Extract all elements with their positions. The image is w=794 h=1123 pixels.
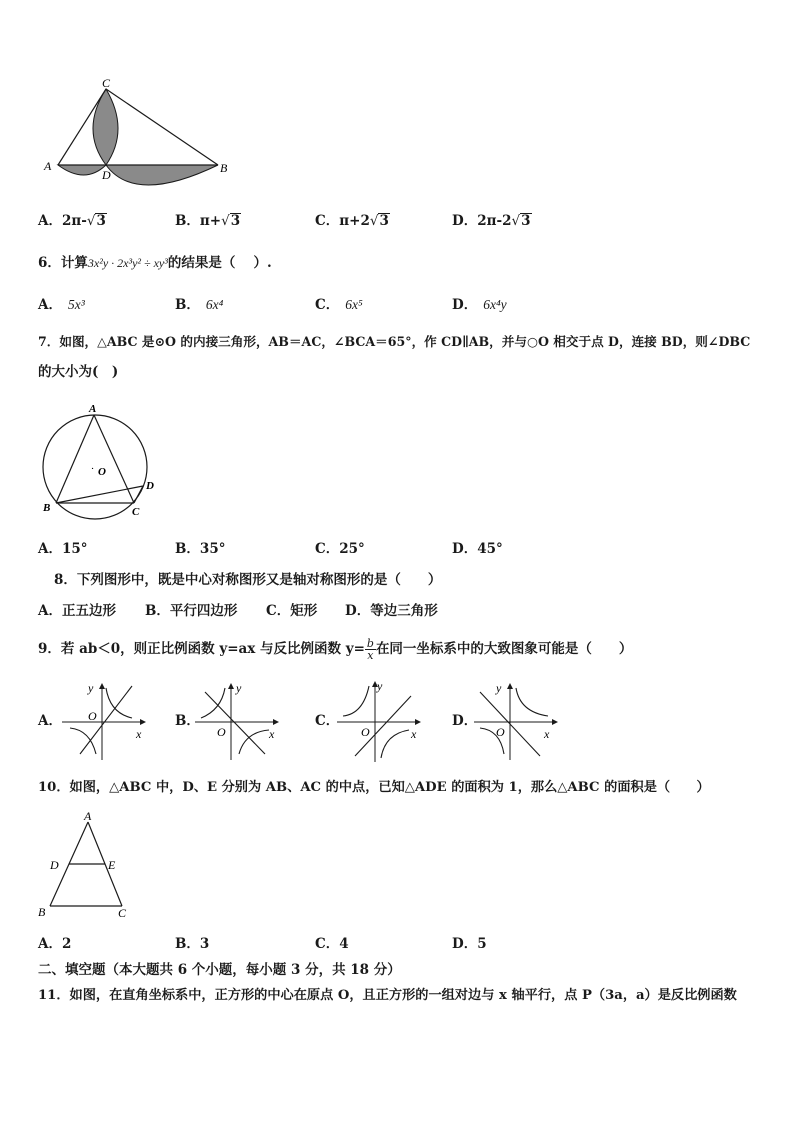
q7-label-b: B — [43, 502, 51, 514]
q9-stem — [38, 634, 632, 664]
q7-option-d-text: 45° — [477, 541, 503, 557]
q8-option-c-letter: C． — [266, 603, 291, 619]
q5-option-d-letter: D． — [452, 213, 478, 229]
q6-option-a — [38, 296, 85, 314]
q9c-x: x — [411, 727, 417, 741]
q7-option-a-text: 15° — [61, 541, 88, 557]
q5-option-b-root: 3 — [230, 213, 241, 229]
q8-option-b-letter: B． — [145, 603, 170, 619]
q6-option-d-text: 6x⁴y — [483, 297, 507, 312]
q6-option-b — [175, 296, 223, 314]
q7-option-b-text: 35° — [199, 541, 226, 557]
q9d-y: y — [496, 681, 502, 695]
q5-label-c: C — [102, 76, 111, 90]
q9-option-b-letter: B． — [175, 713, 200, 729]
q9-stem-a: 9．若 ab＜0，则正比例函数 y=ax 与反比例函数 y= — [38, 641, 365, 657]
q8-option-c-text: 矩形 — [290, 603, 318, 619]
q10-option-d-letter: D． — [452, 936, 478, 952]
q9-graph-c — [337, 676, 425, 762]
q5-option-d-root: 3 — [521, 213, 531, 229]
q6-option-d — [452, 296, 507, 314]
q9c-y: y — [377, 679, 383, 693]
q5-option-c-letter: C． — [315, 213, 340, 229]
q5-label-a: A — [44, 159, 52, 173]
q7-option-d-letter: D． — [452, 541, 478, 557]
section2-heading: 二、填空题（本大题共 6 个小题，每小题 3 分，共 18 分） — [38, 962, 401, 978]
q5-shaded-lobe-vertical — [93, 89, 118, 165]
q7-option-b — [175, 540, 225, 558]
q5-option-b: B．π+√3 — [175, 213, 241, 229]
q5-label-d: D — [102, 168, 111, 182]
q8-option-a-text: 正五边形 — [61, 603, 116, 619]
q10-label-c: C — [118, 906, 127, 920]
q9b-x: x — [269, 727, 275, 741]
q6-option-b-letter: B． — [175, 297, 200, 313]
q10-option-a-letter: A． — [38, 936, 62, 952]
q7-label-c: C — [132, 506, 140, 518]
q5-option-c-root: 3 — [379, 213, 389, 229]
q7-stem-line2: 的大小为( ) — [38, 364, 119, 380]
q7-line-cd — [134, 486, 143, 503]
q6-stem-prefix: 6．计算 — [38, 255, 88, 271]
q7-option-d — [452, 540, 503, 558]
q9-graph-d — [474, 678, 562, 760]
q7-label-a: A — [89, 403, 97, 415]
q7-line-ab — [56, 415, 94, 503]
q9-graph-a — [62, 678, 150, 760]
q5-label-b: B — [220, 161, 228, 175]
q6-option-d-letter: D． — [452, 297, 478, 313]
q6-option-b-text: 6x⁴ — [205, 297, 224, 312]
q6-expression: 3x²y · 2x³y² ÷ xy³ — [87, 256, 168, 270]
q10-stem: 10．如图，△ABC 中，D、E 分别为 AB、AC 的中点，已知△ADE 的面积为 1，那么△ABC 的面积是（ ） — [38, 780, 710, 795]
q5-option-a: A．2π-√3 — [38, 213, 106, 229]
q6-stem-suffix: 的结果是（ ）. — [167, 255, 272, 271]
q6-option-a-text: 5x³ — [67, 297, 85, 312]
q8-option-a-letter: A． — [38, 603, 62, 619]
q10-option-b-letter: B． — [175, 936, 200, 952]
q9b-y: y — [236, 681, 242, 695]
q9-stem-b: 在同一坐标系中的大致图象可能是（ ） — [375, 641, 633, 657]
q6-option-a-letter: A． — [38, 297, 62, 313]
q9a-x: x — [136, 727, 142, 741]
q5-option-b-letter: B． — [175, 213, 200, 229]
q5-option-c-text: π+2 — [339, 213, 370, 229]
q5-option-a-root: 3 — [96, 213, 106, 229]
q6-option-c-text: 6x⁵ — [345, 297, 363, 312]
q10-label-e: E — [108, 858, 116, 872]
q9-frac-den: x — [367, 649, 374, 662]
q11-stem: 11．如图，在直角坐标系中，正方形的中心在原点 O，且正方形的一组对边与 x 轴平行，点 P（3a，a）是反比例函数 — [38, 988, 737, 1003]
q7-option-a — [38, 540, 88, 558]
q8-option-a — [38, 602, 116, 620]
q8-option-d-text: 等边三角形 — [370, 603, 438, 619]
q7-label-d: D — [146, 480, 154, 492]
q6-option-c — [315, 296, 363, 314]
q10-option-c-text: 4 — [339, 936, 349, 952]
q9c-o: O — [361, 725, 370, 739]
q9-graph-b — [195, 678, 283, 760]
q5-option-d: D．2π-2√3 — [452, 213, 531, 229]
q9-option-a-letter: A． — [38, 713, 62, 729]
q8-option-c — [266, 602, 317, 620]
q9-frac-num: b — [366, 637, 374, 650]
q10-option-d-text: 5 — [477, 936, 487, 952]
q9-option-d-letter: D． — [452, 713, 478, 729]
q5-line-cb — [106, 89, 218, 165]
q9a-o: O — [88, 709, 97, 723]
q10-figure — [36, 810, 136, 922]
q10-option-a — [38, 935, 71, 953]
q6-stem — [38, 254, 272, 272]
q5-shaded-lobe-bottom-left — [58, 165, 106, 175]
q5-shaded-lobe-bottom-right — [106, 165, 218, 185]
q8-option-b — [145, 602, 237, 620]
q7-option-c-letter: C． — [315, 541, 340, 557]
q5-option-c: C．π+2√3 — [315, 213, 389, 229]
q7-option-b-letter: B． — [175, 541, 200, 557]
q9a-y: y — [88, 681, 94, 695]
q10-option-b-text: 3 — [199, 936, 210, 952]
q10-label-b: B — [38, 905, 46, 919]
q9b-o: O — [217, 725, 226, 739]
q5-option-a-text: 2π- — [61, 213, 87, 229]
q7-option-a-letter: A． — [38, 541, 62, 557]
q9d-o: O — [496, 725, 505, 739]
q6-option-c-letter: C． — [315, 297, 340, 313]
q8-option-d-letter: D． — [345, 603, 371, 619]
q7-option-c-text: 25° — [339, 541, 365, 557]
q5-option-d-text: 2π-2 — [477, 213, 512, 229]
q7-label-o: O — [98, 466, 106, 478]
q7-line-ac — [94, 415, 134, 503]
q5-option-b-text: π+ — [199, 213, 222, 229]
q7-stem-line1: 7．如图，△ABC 是⊙O 的内接三角形，AB＝AC，∠BCA＝65°，作 CD∥AB，并与○O 相交于点 D，连接 BD，则∠DBC — [38, 334, 751, 349]
q5-figure — [40, 75, 240, 190]
q5-option-a-letter: A． — [38, 213, 62, 229]
q8-stem: 8．下列图形中，既是中心对称图形又是轴对称图形的是（ ） — [54, 572, 442, 588]
q8-option-b-text: 平行四边形 — [169, 603, 238, 619]
q10-option-b — [175, 935, 209, 953]
q10-option-a-text: 2 — [61, 936, 72, 952]
q7-figure — [38, 400, 163, 522]
q9-option-c-letter: C． — [315, 713, 340, 729]
q10-label-a: A — [84, 810, 92, 823]
q10-option-d — [452, 935, 487, 953]
q7-center-dot: · — [91, 463, 94, 475]
q10-option-c-letter: C． — [315, 936, 340, 952]
q7-option-c — [315, 540, 365, 558]
q8-option-d — [345, 602, 438, 620]
q9d-x: x — [544, 727, 550, 741]
q10-option-c — [315, 935, 349, 953]
q10-label-d: D — [50, 858, 59, 872]
